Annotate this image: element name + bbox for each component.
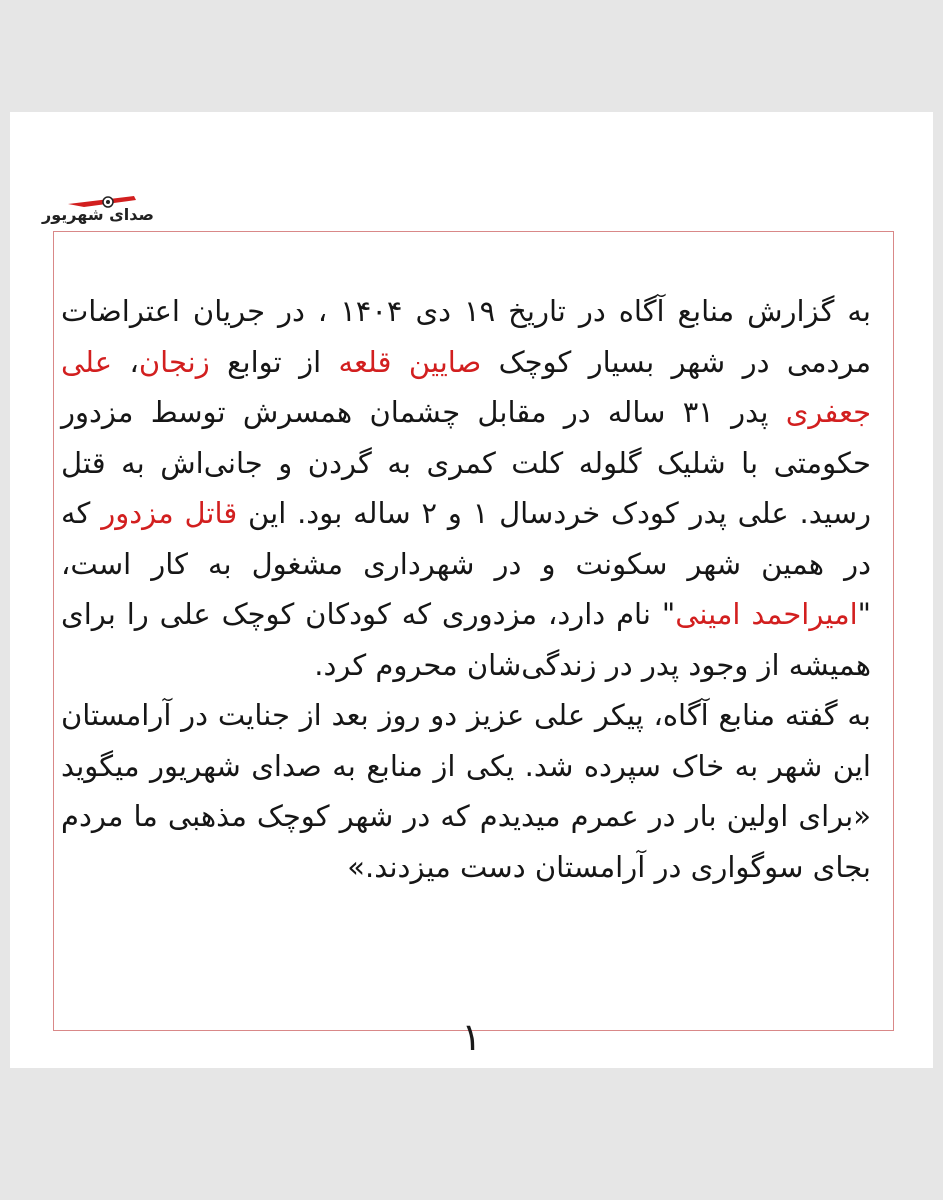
sedaye-shahrivar-logo bbox=[42, 182, 154, 232]
logo-text: صدای شهریور bbox=[42, 205, 154, 224]
paragraph-1-text-3: ، bbox=[112, 344, 139, 379]
document-page bbox=[10, 112, 933, 1068]
highlight-victim-name: علی جعفری bbox=[61, 344, 871, 429]
logo-graphic bbox=[42, 182, 154, 232]
highlight-killer-name: امیراحمد امینی bbox=[675, 597, 858, 631]
paragraph-1-text-6: " نام دارد، مزدوری که کودکان کوچک علی را برای همیشه از وجود پدر در زندگی‌شان محروم کرد. bbox=[61, 597, 871, 682]
highlight-province-name: زنجان bbox=[138, 344, 210, 379]
highlight-killer-label: قاتل مزدور bbox=[101, 496, 238, 530]
page-number: ۱ bbox=[461, 1015, 482, 1059]
article-body bbox=[61, 286, 871, 892]
paragraph-1-text-4: پدر ۳۱ ساله در مقابل چشمان همسرش توسط مزدور حکومتی با شلیک گلوله کلت کمری به گردن و جانی‌اش به قتل رسید. علی پدر کودک خردسال ۱ و ۲ ساله بود. این bbox=[61, 395, 871, 530]
paragraph-1-text-1: به گزارش منابع آگاه در تاریخ ۱۹ دی ۱۴۰۴ ، در جریان اعتراضات مردمی در شهر بسیار کوچک bbox=[61, 294, 872, 379]
article-paragraph-2: به گفته منابع آگاه، پیکر علی عزیز دو روز بعد از جنایت در آرامستان این شهر به خاک سپرده شد. یکی از منابع به صدای شهریور میگوید «برای اولین بار در عمرم میدیدم که در شهر کوچک مذهبی ما مردم بجای سوگواری در آرامستان دست میزدند.» bbox=[61, 698, 871, 884]
highlight-place-name: صایین قلعه bbox=[338, 344, 482, 379]
paragraph-1-text-5: که در همین شهر سکونت و در شهرداری مشغول به کار است، " bbox=[61, 496, 872, 631]
paragraph-1-text-2: از توابع bbox=[209, 344, 339, 379]
article-paragraph-1 bbox=[61, 286, 871, 690]
